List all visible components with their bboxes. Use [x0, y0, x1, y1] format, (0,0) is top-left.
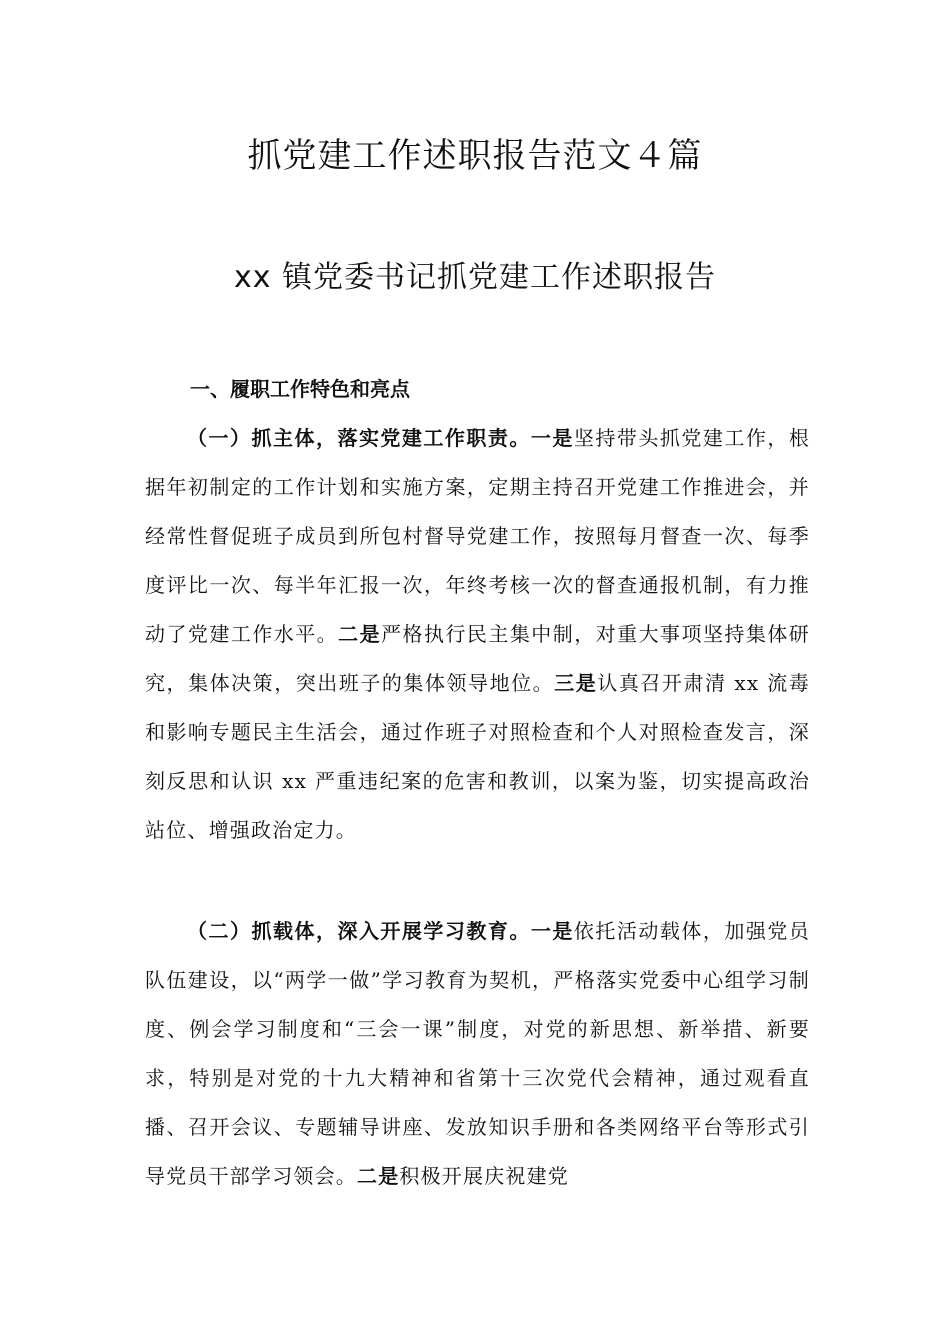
paragraph-heading: （二）抓载体，深入开展学习教育。	[187, 919, 531, 943]
paragraph-heading: （一）抓主体，落实党建工作职责。	[187, 426, 531, 450]
paragraph-text: 坚持带头抓党建工作，根据年初制定的工作计划和实施方案，定期主持召开党建工作推进会，并经常性督促班子成员到所包村督导党建工作，按照每月督查一次、每季度评比一次、每半年汇报一次，年终考核一次的督查通报机制，有力推动了党建工作水平。	[145, 426, 811, 646]
ordinal-marker: 一是	[530, 426, 574, 450]
paragraph-text: 严格执行民主集中制，对重大事项坚持集体研究，集体决策，突出班子的集体领导地位。	[145, 622, 810, 695]
section-heading: 一、履职工作特色和亮点	[190, 377, 410, 401]
ordinal-marker: 二是	[338, 622, 382, 646]
paragraph-1	[145, 414, 810, 855]
document-title: 抓党建工作述职报告范文４篇	[247, 136, 703, 176]
ordinal-marker: 二是	[357, 1164, 400, 1188]
paragraph-2	[145, 907, 810, 1201]
paragraph-text: 依托活动载体，加强党员队伍建设，以“两学一做”学习教育为契机，严格落实党委中心组学习制度、例会学习制度和“三会一课”制度，对党的新思想、新举措、新要求，特别是对党的十九大精神和省第十三次党代会精神，通过观看直播、召开会议、专题辅导讲座、发放知识手册和各类网络平台等形式引导党员干部学习领会。	[145, 919, 811, 1188]
ordinal-marker: 一是	[530, 919, 574, 943]
paragraph-text: 积极开展庆祝建党	[399, 1164, 570, 1188]
paragraph-text: 认真召开肃清 xx 流毒和影响专题民主生活会，通过作班子对照检查和个人对照检查发言，深刻反思和认识 xx 严重违纪案的危害和教训，以案为鉴，切实提高政治站位、增强政治定力。	[145, 671, 810, 842]
report-subtitle: xx 镇党委书记抓党建工作述职报告	[233, 260, 717, 295]
ordinal-marker: 三是	[554, 671, 598, 695]
